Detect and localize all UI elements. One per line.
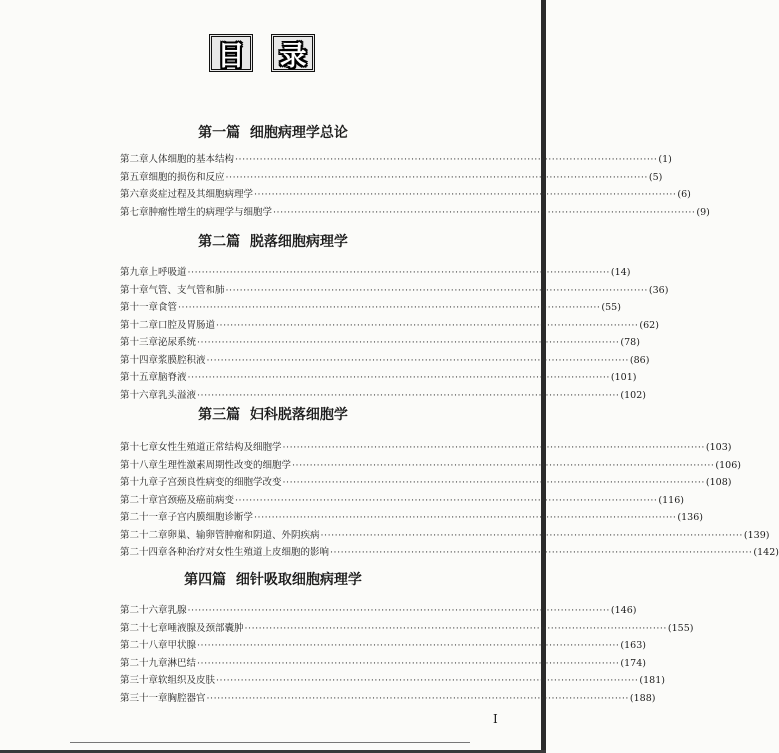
chapter-title: 细胞的损伤和反应 [148, 171, 225, 183]
chapter-title: 宫颈癌及癌前病变 [158, 494, 235, 506]
leader-dots: ························································································································ [235, 494, 658, 506]
toc-entry[interactable] [120, 187, 691, 203]
page-ref: (188) [629, 692, 656, 704]
leader-dots: ························································································································ [244, 622, 667, 634]
page-ref: (181) [639, 675, 665, 686]
page-ref: (5) [648, 171, 663, 183]
chapter-title: 胸腔器官 [167, 692, 206, 704]
chapter-title: 浆膜腔积液 [158, 354, 206, 366]
chapter-number: 第十九章 [120, 477, 159, 488]
part-title: 第二篇 脱落细胞病理学 [198, 234, 348, 250]
chapter-number: 第六章 [120, 189, 149, 200]
page-ref: (139) [743, 529, 770, 541]
page-ref: (9) [696, 206, 710, 218]
leader-dots: ························································································································ [282, 442, 705, 453]
chapter-title: 各种治疗对女性生殖道上皮细胞的影响 [167, 547, 330, 558]
leader-dots: ························································································································ [178, 302, 601, 313]
toc-entry[interactable] [120, 510, 703, 526]
leader-dots: ························································································································ [197, 337, 620, 348]
chapter-number: 第十六章 [120, 389, 159, 401]
leader-dots: ························································································································ [225, 171, 648, 183]
chapter-title: 卵巢、输卵管肿瘤和阴道、外阴疾病 [167, 529, 320, 541]
chapter-title: 上呼吸道 [148, 267, 187, 278]
chapter-number: 第二十八章 [120, 640, 168, 651]
chapter-title: 甲状腺 [167, 640, 197, 651]
chapter-title: 脑脊液 [158, 372, 187, 383]
toc-entry[interactable] [120, 353, 650, 369]
toc-entry[interactable] [120, 458, 741, 474]
leader-dots: ························································································································ [197, 640, 620, 651]
leader-dots: ························································································································ [187, 605, 610, 616]
part-title: 第一篇 细胞病理学总论 [198, 125, 348, 141]
leader-dots: ························································································································ [206, 692, 629, 704]
toc-entry[interactable] [120, 673, 665, 689]
chapter-number: 第二章 [120, 154, 149, 165]
toc-entry[interactable] [120, 493, 684, 509]
chapter-number: 第二十二章 [120, 529, 168, 541]
chapter-title: 肿瘤性增生的病理学与细胞学 [148, 206, 273, 218]
toc-entry[interactable] [120, 545, 779, 561]
leader-dots: ························································································································ [187, 267, 610, 278]
chapter-number: 第五章 [120, 171, 149, 183]
chapter-number: 第十五章 [120, 372, 159, 383]
chapter-title: 子宫颈良性病变的细胞学改变 [158, 477, 282, 488]
chapter-number: 第十章 [120, 284, 149, 296]
contents-title-char-2 [271, 34, 315, 72]
toc-entry[interactable] [120, 528, 770, 544]
leader-dots: ························································································································ [254, 189, 677, 200]
chapter-title: 口腔及胃肠道 [158, 319, 216, 331]
toc-entry[interactable] [120, 656, 646, 672]
toc-entry[interactable] [120, 265, 631, 281]
page-ref: (14) [610, 267, 631, 278]
page-number: I [493, 712, 498, 726]
chapter-number: 第十一章 [120, 302, 159, 313]
page-ref: (55) [601, 302, 621, 313]
title-char: 目 [209, 34, 253, 72]
chapter-number: 第十二章 [120, 319, 159, 331]
chapter-number: 第二十六章 [120, 605, 168, 616]
leader-dots: ························································································································ [216, 675, 639, 686]
leader-dots: ························································································································ [254, 512, 677, 523]
page-ref: (6) [677, 189, 691, 200]
chapter-number: 第十三章 [120, 337, 159, 348]
chapter-number: 第二十九章 [120, 657, 168, 669]
chapter-title: 炎症过程及其细胞病理学 [148, 189, 254, 200]
leader-dots: ························································································································ [187, 372, 610, 383]
toc-entry[interactable] [120, 638, 646, 654]
page-ref: (136) [677, 512, 703, 523]
chapter-number: 第二十章 [120, 494, 159, 506]
chapter-number: 第十七章 [120, 442, 159, 453]
toc-entry[interactable] [120, 388, 646, 404]
leader-dots: ························································································································ [282, 477, 705, 488]
chapter-title: 气管、支气管和肺 [148, 284, 225, 296]
contents-title-char-1 [209, 34, 253, 72]
chapter-title: 女性生殖道正常结构及细胞学 [158, 442, 282, 453]
leader-dots: ························································································································ [197, 657, 620, 669]
toc-entry[interactable] [120, 205, 710, 221]
page-ref: (163) [620, 640, 646, 651]
page-ref: (103) [705, 442, 732, 453]
toc-entry[interactable] [120, 318, 659, 334]
toc-entry[interactable] [120, 283, 669, 299]
chapter-number: 第二十七章 [120, 622, 168, 634]
chapter-number: 第十八章 [120, 459, 159, 471]
page-ref: (155) [667, 622, 694, 634]
chapter-title: 泌尿系统 [158, 337, 197, 348]
leader-dots: ························································································································ [197, 389, 620, 401]
toc-entry[interactable] [120, 370, 637, 386]
leader-dots: ························································································································ [225, 284, 648, 296]
leader-dots: ························································································································ [235, 154, 658, 165]
page-ref: (146) [610, 605, 637, 616]
leader-dots: ························································································································ [216, 319, 639, 331]
chapter-title: 生理性激素周期性改变的细胞学 [158, 459, 292, 471]
page-ref: (106) [715, 459, 741, 471]
page-ref: (62) [639, 319, 659, 331]
chapter-number: 第三十一章 [120, 692, 168, 704]
chapter-title: 乳头溢液 [158, 389, 197, 401]
chapter-number: 第二十一章 [120, 512, 168, 523]
page-ref: (1) [658, 154, 672, 165]
toc-entry[interactable] [120, 440, 732, 456]
page-ref: (78) [620, 337, 640, 348]
leader-dots: ························································································································ [330, 547, 753, 558]
chapter-title: 乳腺 [167, 605, 187, 616]
leader-dots: ························································································································ [206, 354, 629, 366]
toc-entry[interactable] [120, 152, 672, 168]
chapter-title: 淋巴结 [167, 657, 197, 669]
toc-entry[interactable] [120, 691, 656, 707]
chapter-number: 第三十章 [120, 675, 159, 686]
chapter-number: 第九章 [120, 267, 149, 278]
page-ref: (108) [705, 477, 732, 488]
leader-dots: ························································································································ [320, 529, 743, 541]
toc-entry[interactable] [120, 621, 694, 637]
bottom-rule [70, 742, 470, 743]
part-title: 第四篇 细针吸取细胞病理学 [184, 572, 362, 588]
toc-entry[interactable] [120, 475, 732, 491]
chapter-number: 第二十四章 [120, 547, 168, 558]
chapter-number: 第七章 [120, 206, 149, 218]
page-ref: (174) [620, 657, 646, 669]
chapter-title: 唾液腺及颈部囊肿 [167, 622, 244, 634]
page-ref: (116) [658, 494, 684, 506]
chapter-title: 人体细胞的基本结构 [148, 154, 235, 165]
leader-dots: ························································································································ [292, 459, 715, 471]
title-char: 录 [271, 34, 315, 72]
page-ref: (86) [629, 354, 650, 366]
page-ref: (101) [610, 372, 637, 383]
toc-entry[interactable] [120, 603, 637, 619]
toc-entry[interactable] [120, 300, 621, 316]
part-title: 第三篇 妇科脱落细胞学 [198, 407, 348, 423]
chapter-title: 食管 [158, 302, 178, 313]
chapter-title: 软组织及皮肤 [158, 675, 216, 686]
chapter-number: 第十四章 [120, 354, 159, 366]
chapter-title: 子宫内膜细胞诊断学 [167, 512, 254, 523]
toc-entry[interactable] [120, 335, 640, 351]
page-ref: (102) [620, 389, 646, 401]
leader-dots: ························································································································ [273, 206, 696, 218]
page-ref: (142) [753, 547, 779, 558]
page-ref: (36) [648, 284, 669, 296]
toc-entry[interactable] [120, 170, 663, 186]
